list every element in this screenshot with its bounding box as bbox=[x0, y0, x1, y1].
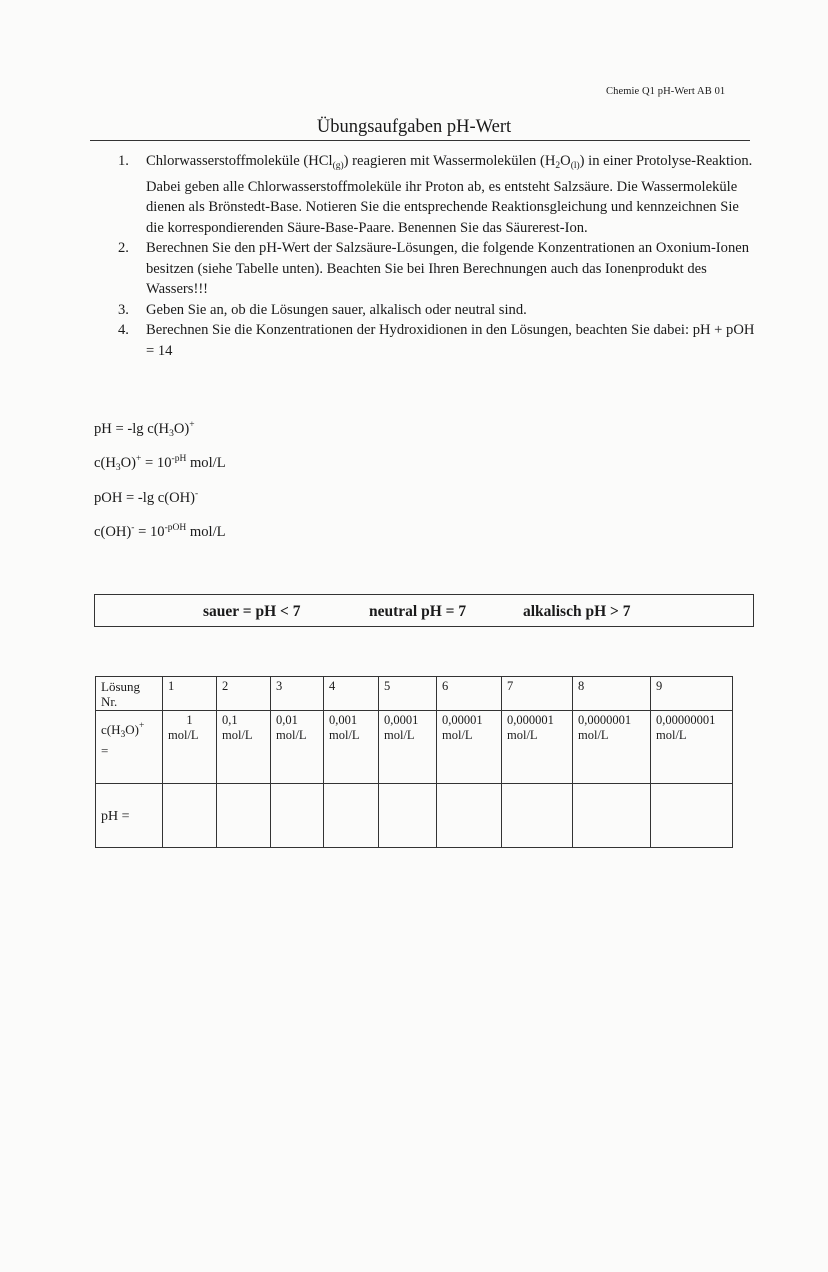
legend-acidic: sauer = pH < 7 bbox=[203, 603, 301, 620]
ph-answer-cell bbox=[379, 784, 437, 848]
ph-answer-cell bbox=[437, 784, 502, 848]
task-number: 4. bbox=[118, 322, 129, 338]
task-list bbox=[110, 151, 755, 361]
concentration-cell: 0,0000001 mol/L bbox=[573, 711, 651, 784]
task-text: Geben Sie an, ob die Lösungen sauer, alkalisch oder neutral sind. bbox=[146, 301, 527, 318]
row-label-solution: Lösung Nr. bbox=[96, 677, 163, 711]
task-text: Berechnen Sie den pH-Wert der Salzsäure-Lösungen, die folgende Konzentrationen an Oxonium-Ionen besitzen (siehe Tabelle unten). Beachten Sie bei Ihren Berechnungen auch das Ionenprodukt des Wassers!!! bbox=[146, 240, 750, 297]
ph-answer-cell bbox=[651, 784, 733, 848]
solution-number-cell: 5 bbox=[379, 677, 437, 711]
formula-h3o-concentration: $c(H_3O)^+ = 10^{-pH}$ mol/L bbox=[94, 454, 226, 473]
task-item bbox=[110, 300, 755, 321]
table-row-solution-number bbox=[96, 677, 733, 711]
formula-oh-concentration: $c(OH)^- = 10^{-pOH}$ mol/L bbox=[94, 523, 226, 540]
ph-calculation-table bbox=[95, 676, 733, 848]
concentration-cell: 0,001 mol/L bbox=[324, 711, 379, 784]
concentration-cell: 0,00000001 mol/L bbox=[651, 711, 733, 784]
ph-answer-cell bbox=[502, 784, 573, 848]
task-item bbox=[110, 151, 755, 238]
row-label-concentration: $c(H_3O)^+$ = bbox=[96, 711, 163, 784]
task-number: 1. bbox=[118, 153, 129, 169]
task-number: 3. bbox=[118, 301, 129, 318]
solution-number-cell: 4 bbox=[324, 677, 379, 711]
concentration-cell: 0,1 mol/L bbox=[217, 711, 271, 784]
concentration-cell: 0,00001 mol/L bbox=[437, 711, 502, 784]
page-title: Übungsaufgaben pH-Wert bbox=[316, 117, 512, 137]
ph-answer-cell bbox=[324, 784, 379, 848]
solution-number-cell: 8 bbox=[573, 677, 651, 711]
legend-alkaline: alkalisch pH > 7 bbox=[523, 603, 631, 620]
ph-answer-cell bbox=[573, 784, 651, 848]
solution-number-cell: 6 bbox=[437, 677, 502, 711]
solution-number-cell: 1 bbox=[163, 677, 217, 711]
task-item bbox=[110, 320, 755, 361]
ph-answer-cell bbox=[163, 784, 217, 848]
course-reference: Chemie Q1 pH-Wert AB 01 bbox=[606, 86, 726, 97]
task-item bbox=[110, 238, 755, 300]
table-row-concentration bbox=[96, 711, 733, 784]
task-text: Berechnen Sie die Konzentrationen der Hydroxidionen in den Lösungen, beachten Sie dabei: pH + pOH = 14 bbox=[146, 322, 755, 359]
task-text: Chlorwasserstoffmoleküle (HCl$_{(g)}$) reagieren mit Wassermolekülen $(H_2O_{(l)})$ in einer Protolyse-Reaktion. Dabei geben alle Chlorwasserstoffmoleküle ihr Proton ab, es entsteht Salzsäure. Die Wassermoleküle dienen als Brönstedt-Base. Notieren Sie die entsprechende Reaktionsgleichung und kennzeichnen Sie die korrespondierenden Säure-Base-Paare. Benennen Sie das Säurerest-Ion. bbox=[146, 153, 753, 236]
concentration-cell: 1 mol/L bbox=[163, 711, 217, 784]
solution-number-cell: 7 bbox=[502, 677, 573, 711]
ph-answer-cell bbox=[217, 784, 271, 848]
task-number: 2. bbox=[118, 240, 129, 256]
solution-number-cell: 9 bbox=[651, 677, 733, 711]
formula-poh: pOH = -lg c(OH)- bbox=[94, 489, 199, 506]
title-divider bbox=[90, 140, 750, 141]
table-row-ph bbox=[96, 784, 733, 848]
ph-answer-cell bbox=[271, 784, 324, 848]
solution-number-cell: 2 bbox=[217, 677, 271, 711]
concentration-cell: 0,000001 mol/L bbox=[502, 711, 573, 784]
row-label-ph: pH = bbox=[96, 784, 163, 848]
concentration-cell: 0,01 mol/L bbox=[271, 711, 324, 784]
legend-neutral: neutral pH = 7 bbox=[369, 603, 467, 620]
concentration-cell: 0,0001 mol/L bbox=[379, 711, 437, 784]
solution-number-cell: 3 bbox=[271, 677, 324, 711]
ph-legend-box bbox=[94, 594, 754, 627]
formula-ph: pH = -lg $c(H_3O)^+$ bbox=[94, 420, 195, 439]
